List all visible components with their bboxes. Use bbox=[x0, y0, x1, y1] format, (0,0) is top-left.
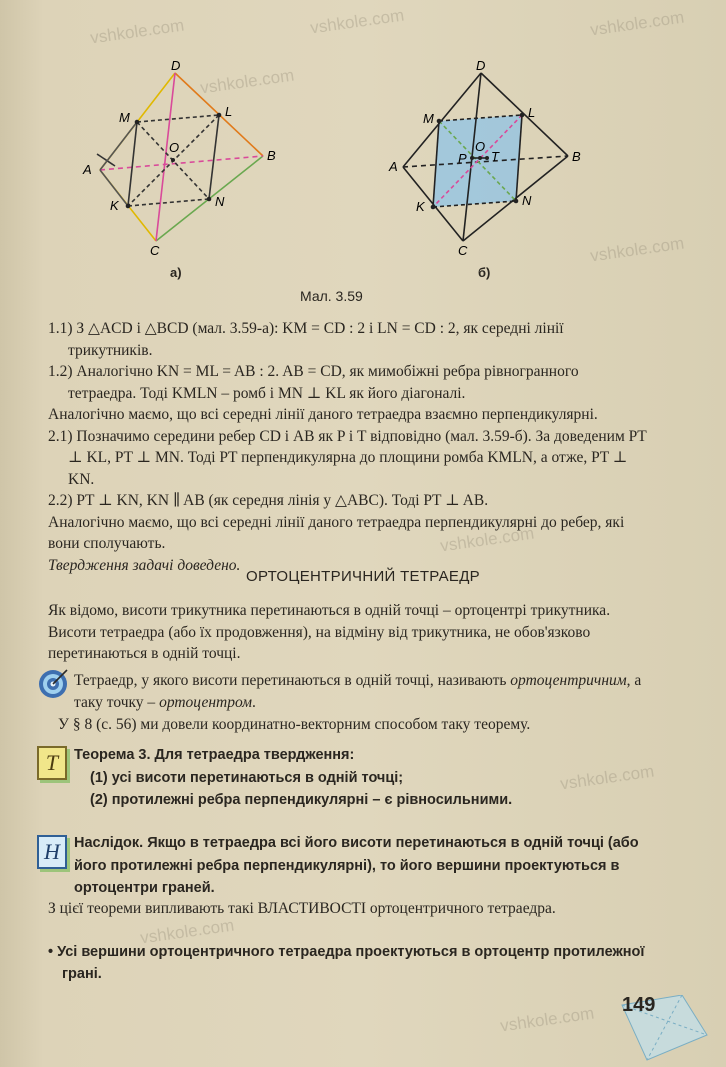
reference-text: У § 8 (с. 56) ми довели координатно-векторним способом таку теорему. bbox=[58, 716, 531, 733]
vertex-label: K bbox=[110, 198, 119, 213]
step-1-1: 1.1) З △ACD і △BCD (мал. 3.59-а): KM = CD : 2 і LN = CD : 2, як середні лінії трикутників. bbox=[48, 320, 564, 359]
vertex-label: N bbox=[522, 193, 532, 208]
definition-text: . bbox=[252, 693, 256, 711]
theorem-icon: T bbox=[37, 746, 67, 780]
theorem-lead: Для тетраедра твердження: bbox=[150, 747, 355, 763]
properties-intro bbox=[48, 898, 648, 920]
theorem-title: Теорема 3. bbox=[74, 747, 151, 763]
figure-a-sublabel: а) bbox=[170, 265, 182, 280]
properties-intro-text: З цієї теореми випливають такі ВЛАСТИВОСТІ ортоцентричного тетраедра. bbox=[48, 900, 556, 917]
vertex-label: T bbox=[491, 149, 499, 164]
watermark: vshkole.com bbox=[439, 523, 536, 556]
vertex-label: O bbox=[475, 139, 486, 154]
theorem bbox=[74, 744, 634, 812]
vertex-label: K bbox=[416, 199, 425, 214]
vertex-label: O bbox=[169, 140, 180, 155]
vertex-label: N bbox=[215, 194, 225, 209]
property-1-text: • Усі вершини ортоцентричного тетраедра проектуються в ортоцентр протилежної грані. bbox=[48, 944, 645, 982]
vertex-label: L bbox=[225, 104, 233, 119]
step-2-conclusion: Аналогічно маємо, що всі середні лінії даного тетраедра перпендикулярні до ребер, які вони сполучають. bbox=[48, 513, 625, 552]
intro-paragraph bbox=[48, 600, 648, 665]
watermark: vshkole.com bbox=[309, 5, 406, 38]
definition-text: Тетраедр, у якого висоти перетинаються в одній точці, називають bbox=[74, 672, 511, 689]
watermark: vshkole.com bbox=[589, 233, 686, 266]
corollary bbox=[74, 832, 650, 900]
target-icon bbox=[37, 668, 69, 700]
definition-text: , а таку точку – bbox=[74, 672, 642, 711]
vertex-label: B bbox=[572, 149, 581, 164]
proof-end: Твердження задачі доведено. bbox=[48, 556, 241, 574]
vertex-label: D bbox=[476, 58, 486, 73]
vertex-label: L bbox=[528, 105, 536, 120]
step-2-1: 2.1) Позначимо середини ребер CD і AB як P і T відповідно (мал. 3.59-б). За доведеним PT ⊥ KL, PT ⊥ MN. Тоді PT перпендикулярна до площини ромба KMLN, а отже, PT ⊥ KN. bbox=[48, 427, 647, 488]
theorem-item-2: (2) протилежні ребра перпендикулярні – є рівносильними. bbox=[90, 792, 513, 808]
watermark: vshkole.com bbox=[199, 65, 296, 98]
vertex-label: P bbox=[458, 151, 467, 166]
corollary-title: Наслідок. bbox=[74, 835, 144, 851]
vertex-label: M bbox=[423, 111, 434, 126]
solution-block bbox=[48, 318, 648, 576]
watermark: vshkole.com bbox=[139, 915, 236, 948]
intro-text: Як відомо, висоти трикутника перетинаються в одній точці – ортоцентрі трикутника. Висоти тетраедра (або їх продовження), на відміну від трикутника, не обов'язково перетинаються в одній точці. bbox=[48, 602, 611, 662]
watermark: vshkole.com bbox=[589, 7, 686, 40]
step-1-conclusion: Аналогічно маємо, що всі середні лінії даного тетраедра взаємно перпендикулярні. bbox=[48, 406, 598, 423]
section-title: ОРТОЦЕНТРИЧНИЙ ТЕТРАЕДР bbox=[245, 568, 480, 585]
figure-b-tetrahedron bbox=[388, 55, 598, 260]
term-orthocenter: ортоцентром bbox=[159, 693, 253, 711]
step-2-2: 2.2) PT ⊥ KN, KN ∥ AB (як середня лінія у △ABC). Тоді PT ⊥ AB. bbox=[48, 492, 489, 509]
corollary-icon: Н bbox=[37, 835, 67, 869]
vertex-label: D bbox=[171, 58, 181, 73]
vertex-label: B bbox=[267, 148, 276, 163]
step-1-2: 1.2) Аналогічно KN = ML = AB : 2. AB = CD, як мимобіжні ребра рівногранного тетраедра. Тоді KMLN – ромб і MN ⊥ KL як його діагоналі. bbox=[48, 363, 579, 402]
vertex-label: A bbox=[389, 159, 398, 174]
watermark: vshkole.com bbox=[559, 761, 656, 794]
theorem-item-1: (1) усі висоти перетинаються в одній точці; bbox=[90, 769, 404, 786]
watermark: vshkole.com bbox=[89, 15, 186, 48]
vertex-label: M bbox=[119, 110, 130, 125]
figure-a-tetrahedron bbox=[75, 58, 295, 258]
property-1 bbox=[48, 942, 648, 985]
figure-caption: Мал. 3.59 bbox=[300, 288, 363, 304]
figure-b-sublabel: б) bbox=[478, 265, 491, 280]
definition bbox=[74, 670, 650, 713]
term-orthocentric: ортоцентричним bbox=[510, 672, 627, 689]
page-number: 149 bbox=[622, 994, 656, 1016]
vertex-label: A bbox=[83, 162, 92, 177]
vertex-label: C bbox=[458, 243, 468, 258]
vertex-label: C bbox=[150, 243, 160, 258]
watermark: vshkole.com bbox=[499, 1003, 596, 1036]
reference-line bbox=[58, 714, 658, 736]
corollary-text: Якщо в тетраедра всі його висоти перетинаються в одній точці (або його протилежні ребра перпендикулярні), то його вершини проектуються в ортоцентри граней. bbox=[74, 835, 639, 896]
